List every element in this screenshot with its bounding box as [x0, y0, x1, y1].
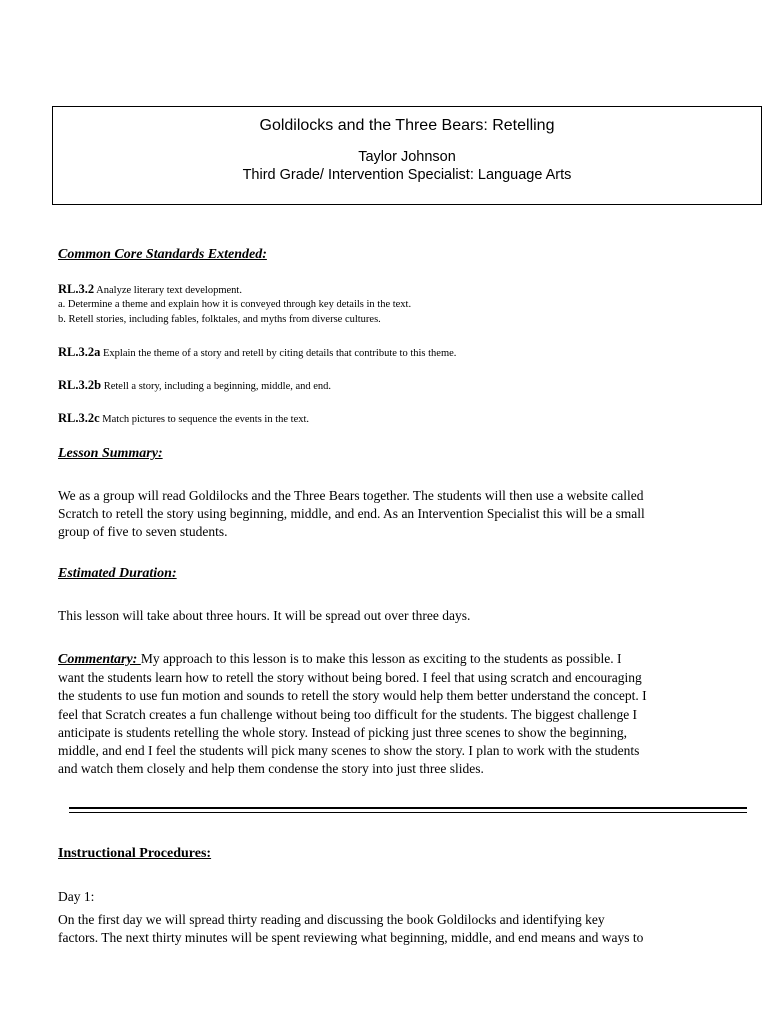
commentary-paragraph	[58, 650, 647, 778]
standard-text: Retell a story, including a beginning, middle, and end.	[103, 381, 332, 392]
day1-paragraph	[58, 911, 643, 947]
standard-text: Explain the theme of a story and retell by citing details that contribute to this theme.	[103, 348, 457, 359]
standard-rl32b	[58, 377, 331, 395]
day1-label: Day 1:	[58, 889, 95, 904]
paragraph-line: middle, and end I feel the students will pick many scenes to show the story. I plan to work with the students	[58, 743, 640, 759]
section-divider	[69, 807, 747, 813]
paragraph-line: and watch them closely and help them condense the story into just three slides.	[58, 761, 484, 777]
standard-rl32-b: b. Retell stories, including fables, folktales, and myths from diverse cultures.	[58, 314, 381, 325]
paragraph-line: Scratch to retell the story using beginning, middle, and end. As an Intervention Specialist this will be a small	[58, 506, 645, 522]
standard-code: RL.3.2	[58, 282, 95, 296]
paragraph-line: We as a group will read Goldilocks and the Three Bears together. The students will then use a website called	[58, 488, 644, 503]
paragraph-line: the students to use fun motion and sounds to retell the story would help them better understand the concept. I	[58, 688, 647, 704]
paragraph-line: feel that Scratch creates a fun challenge without being too difficult for the students. The biggest challenge I	[58, 706, 638, 722]
paragraph-line: group of five to seven students.	[58, 524, 228, 540]
paragraph-line: anticipate is students retelling the whole story. Instead of picking just three scenes to show the beginning,	[58, 724, 627, 740]
standard-code: RL.3.2c	[58, 411, 100, 425]
commentary-first-line: My approach to this lesson is to make this lesson as exciting to the students as possible. I	[140, 651, 622, 666]
standard-code: RL.3.2b	[58, 378, 102, 392]
title-box	[52, 106, 762, 205]
duration-heading: Estimated Duration:	[58, 566, 177, 581]
author-name: Taylor Johnson	[358, 149, 456, 165]
standard-rl32-a: a. Determine a theme and explain how it is conveyed through key details in the text.	[58, 299, 412, 310]
paragraph-line	[58, 650, 647, 669]
standards-heading: Common Core Standards Extended:	[58, 247, 267, 262]
procedures-heading: Instructional Procedures:	[58, 846, 212, 861]
standard-rl32c	[58, 410, 309, 428]
commentary-label: Commentary:	[58, 652, 141, 667]
standard-text: Match pictures to sequence the events in the text.	[102, 414, 310, 425]
document-title: Goldilocks and the Three Bears: Retelling	[259, 117, 555, 134]
summary-heading: Lesson Summary:	[58, 446, 163, 461]
duration-text: This lesson will take about three hours. It will be spread out over three days.	[58, 608, 471, 623]
paragraph-line: factors. The next thirty minutes will be spent reviewing what beginning, middle, and end means and ways to	[58, 930, 644, 946]
standard-rl32a	[58, 344, 456, 362]
paragraph-line: want the students learn how to retell the story without being bored. I feel that using scratch and encouraging	[58, 670, 642, 686]
author-role: Third Grade/ Intervention Specialist: Language Arts	[242, 167, 572, 183]
standard-code: RL.3.2a	[58, 345, 101, 359]
standard-text: Analyze literary text development.	[96, 285, 242, 296]
summary-paragraph	[58, 487, 645, 542]
paragraph-line: On the first day we will spread thirty reading and discussing the book Goldilocks and identifying key	[58, 912, 605, 927]
